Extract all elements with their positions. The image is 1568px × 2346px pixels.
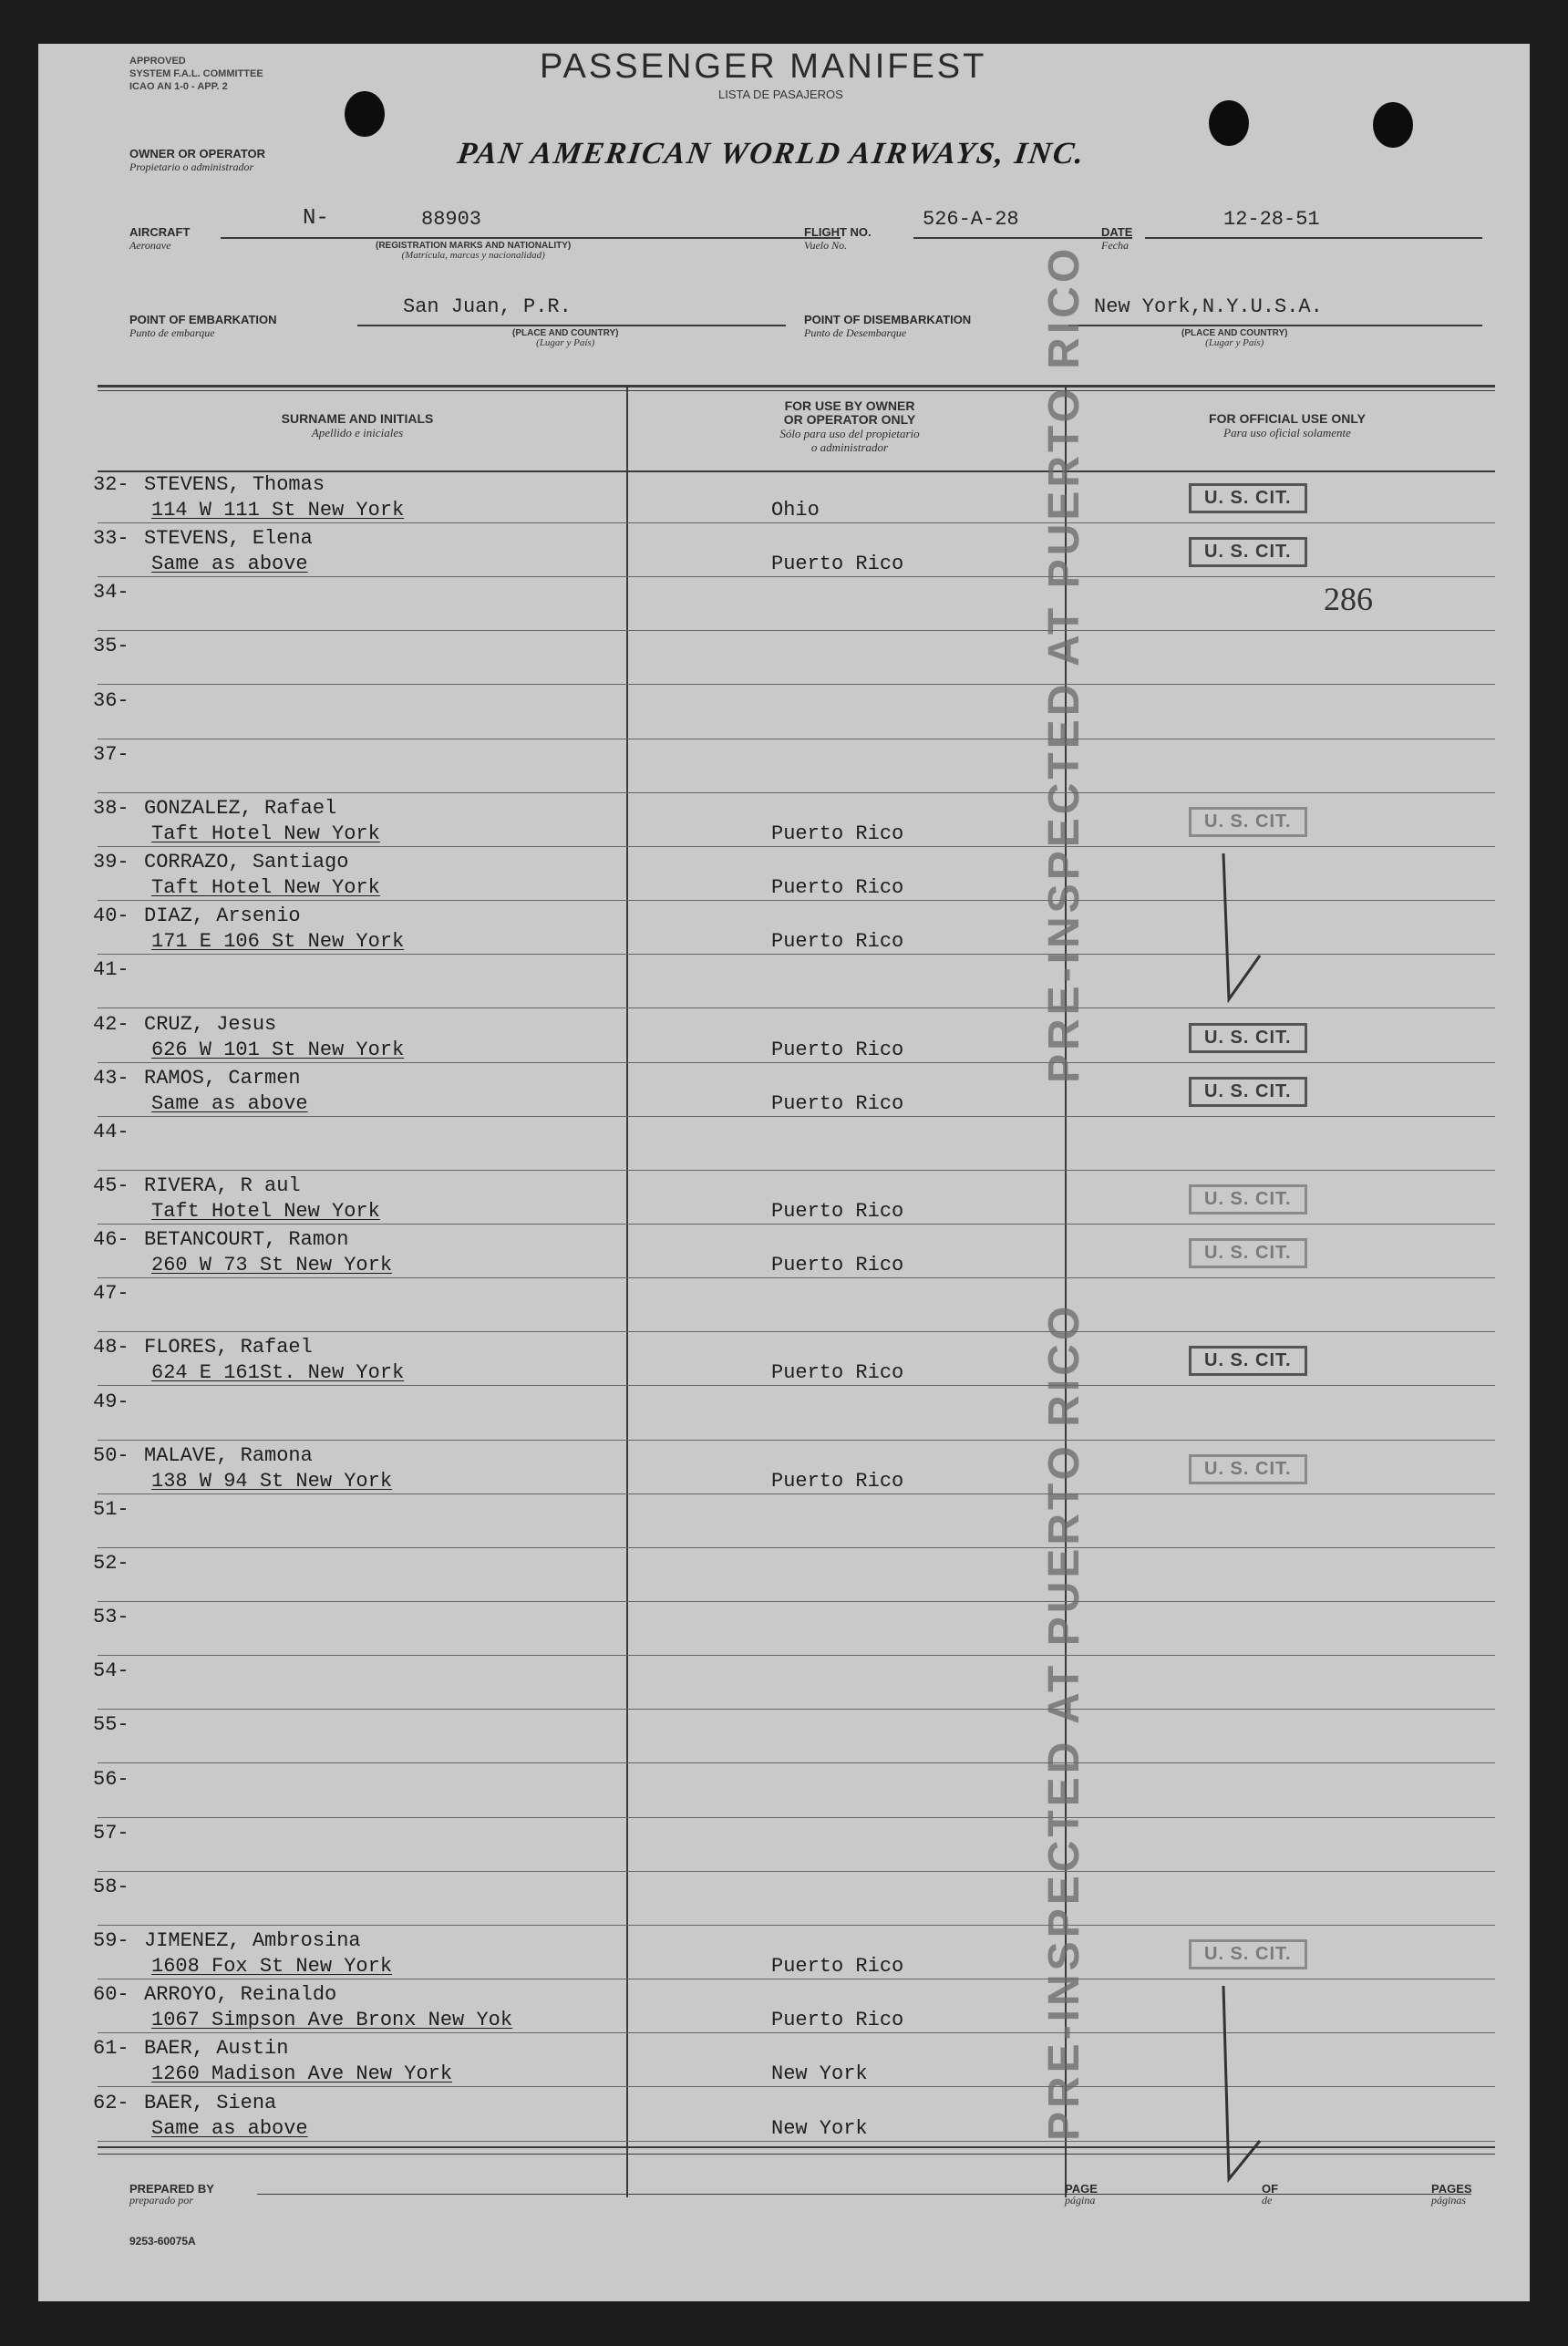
row-number: 49-: [93, 1390, 129, 1413]
table-row: [38, 578, 1530, 633]
col-owner-header-es1: Sólo para uso del propietario: [779, 427, 920, 440]
passenger-origin: New York: [771, 2117, 868, 2140]
row-rule: [98, 630, 1495, 631]
row-number: 42-: [93, 1013, 129, 1036]
passenger-origin: Puerto Rico: [771, 1092, 904, 1115]
row-rule: [98, 1601, 1495, 1602]
approval-line: ICAO AN 1-0 - APP. 2: [129, 81, 228, 92]
flight-underline: [913, 237, 1132, 239]
row-rule: [98, 1116, 1495, 1117]
row-rule: [98, 1062, 1495, 1063]
row-number: 40-: [93, 904, 129, 927]
table-row: [38, 1225, 1530, 1280]
row-rule: [98, 846, 1495, 847]
row-number: 35-: [93, 635, 129, 657]
disembark-label-es: Punto de Desembarque: [804, 326, 907, 339]
pages-label-es: páginas: [1431, 2194, 1467, 2206]
row-rule: [98, 576, 1495, 577]
table-row: [38, 2034, 1530, 2089]
us-citizen-stamp: U. S. CIT.: [1189, 1184, 1307, 1214]
row-rule: [98, 1817, 1495, 1818]
table-row: [38, 1819, 1530, 1874]
table-row: [38, 2089, 1530, 2144]
row-number: 32-: [93, 473, 129, 496]
passenger-origin: Puerto Rico: [771, 1039, 904, 1061]
place-note-en: (PLACE AND COUNTRY): [1181, 328, 1288, 338]
col-surname-header: [202, 412, 512, 439]
form-number: 9253-60075A: [129, 2235, 196, 2248]
table-row: [38, 794, 1530, 849]
row-number: 52-: [93, 1552, 129, 1575]
row-number: 59-: [93, 1929, 129, 1952]
check-mark-1: [1214, 846, 1269, 1010]
aircraft-label-es: Aeronave: [129, 239, 171, 252]
owner-label-es: Propietario o administrador: [129, 160, 254, 173]
col-official-header-en: FOR OFFICIAL USE ONLY: [1209, 411, 1366, 426]
col-surname-header-en: SURNAME AND INITIALS: [281, 411, 434, 426]
aircraft-label: [129, 226, 190, 252]
place-note-es: (Lugar y País): [1205, 337, 1264, 348]
passenger-address: 138 W 94 St New York: [151, 1470, 393, 1493]
manifest-sheet: [38, 44, 1530, 2301]
row-number: 38-: [93, 797, 129, 820]
passenger-name: GONZALEZ, Rafael: [144, 797, 337, 820]
of-label-es: de: [1262, 2194, 1273, 2206]
registration-note: [376, 241, 571, 261]
passenger-address: 114 W 111 St New York: [151, 499, 405, 522]
approval-line: APPROVED: [129, 56, 186, 67]
of-label-en: OF: [1262, 2182, 1279, 2196]
pages-label: [1431, 2183, 1472, 2206]
table-row: [38, 902, 1530, 956]
passenger-name: ARROYO, Reinaldo: [144, 1983, 337, 2006]
row-number: 44-: [93, 1121, 129, 1143]
passenger-origin: Ohio: [771, 499, 820, 522]
embark-label: [129, 314, 277, 339]
table-row: [38, 1010, 1530, 1065]
col-owner-header: [695, 399, 1005, 454]
pre-inspected-stamp-upper: PRE-INSPECTED AT PUERTO RICO: [1040, 244, 1088, 1083]
row-number: 33-: [93, 527, 129, 550]
row-rule: [98, 2141, 1495, 2142]
prepared-by-en: PREPARED BY: [129, 2182, 214, 2196]
disembark-label-en: POINT OF DISEMBARKATION: [804, 313, 972, 326]
row-number: 53-: [93, 1606, 129, 1628]
passenger-name: BAER, Siena: [144, 2092, 277, 2114]
row-rule: [98, 1762, 1495, 1763]
row-rule: [98, 2032, 1495, 2033]
us-citizen-stamp: U. S. CIT.: [1189, 1939, 1307, 1969]
pre-inspected-stamp-lower: PRE-INSPECTED AT PUERTO RICO: [1040, 1302, 1088, 2141]
row-rule: [98, 522, 1495, 523]
row-rule: [98, 1709, 1495, 1710]
row-number: 39-: [93, 851, 129, 873]
table-row: [38, 687, 1530, 741]
pages-label-en: PAGES: [1431, 2182, 1472, 2196]
col-owner-header-line1: FOR USE BY OWNER: [784, 398, 915, 413]
table-row: [38, 1603, 1530, 1658]
flight-label-en: FLIGHT NO.: [804, 225, 872, 239]
punch-hole-right-2: [1373, 102, 1413, 148]
embark-place-note: [512, 328, 618, 348]
disembark-label: [804, 314, 971, 339]
passenger-origin: Puerto Rico: [771, 876, 904, 899]
passenger-address: Taft Hotel New York: [151, 876, 380, 899]
owner-label-en: OWNER OR OPERATOR: [129, 147, 266, 160]
flight-label-es: Vuelo No.: [804, 239, 848, 252]
table-row: [38, 632, 1530, 687]
disembark-value: New York,N.Y.U.S.A.: [1094, 295, 1323, 318]
passenger-origin: Puerto Rico: [771, 1200, 904, 1223]
place-note-es: (Lugar y País): [536, 337, 595, 348]
flight-value: 526-A-28: [923, 208, 1019, 231]
table-bottom-border: [98, 2146, 1495, 2148]
row-rule: [98, 1925, 1495, 1926]
passenger-address: Same as above: [151, 553, 308, 575]
aircraft-label-en: AIRCRAFT: [129, 225, 191, 239]
place-note-en: (PLACE AND COUNTRY): [512, 328, 619, 338]
row-number: 43-: [93, 1067, 129, 1090]
disembark-place-note: [1181, 328, 1287, 348]
passenger-name: STEVENS, Thomas: [144, 473, 325, 496]
passenger-origin: Puerto Rico: [771, 1361, 904, 1384]
passenger-name: MALAVE, Ramona: [144, 1444, 313, 1467]
row-rule: [98, 900, 1495, 901]
table-row: [38, 1118, 1530, 1173]
table-row: [38, 1873, 1530, 1927]
row-number: 60-: [93, 1983, 129, 2006]
passenger-name: DIAZ, Arsenio: [144, 904, 301, 927]
passenger-name: BAER, Austin: [144, 2037, 289, 2060]
passenger-origin: Puerto Rico: [771, 1955, 904, 1978]
page-label: [1065, 2183, 1098, 2206]
table-row: [38, 1172, 1530, 1226]
passenger-name: JIMENEZ, Ambrosina: [144, 1929, 361, 1952]
row-number: 56-: [93, 1768, 129, 1791]
table-bottom-border-inner: [98, 2154, 1495, 2155]
row-number: 47-: [93, 1282, 129, 1305]
row-number: 48-: [93, 1336, 129, 1359]
row-number: 54-: [93, 1659, 129, 1682]
punch-hole-left: [345, 91, 385, 137]
row-number: 62-: [93, 2092, 129, 2114]
row-rule: [98, 1224, 1495, 1225]
approval-line: SYSTEM F.A.L. COMMITTEE: [129, 68, 263, 79]
row-rule: [98, 684, 1495, 685]
date-underline: [1145, 237, 1482, 239]
table-row: [38, 470, 1530, 525]
passenger-address: 260 W 73 St New York: [151, 1254, 393, 1276]
passenger-origin: Puerto Rico: [771, 2009, 904, 2031]
passenger-name: STEVENS, Elena: [144, 527, 313, 550]
of-label: [1262, 2183, 1278, 2206]
table-row: [38, 956, 1530, 1010]
table-row: [38, 1495, 1530, 1550]
passenger-name: RAMOS, Carmen: [144, 1067, 301, 1090]
us-citizen-stamp: U. S. CIT.: [1189, 1454, 1307, 1484]
passenger-address: 1067 Simpson Ave Bronx New Yok: [151, 2009, 513, 2031]
date-value: 12-28-51: [1223, 208, 1320, 231]
date-label-en: DATE: [1101, 225, 1133, 239]
passenger-origin: Puerto Rico: [771, 553, 904, 575]
us-citizen-stamp: U. S. CIT.: [1189, 1346, 1307, 1376]
row-number: 46-: [93, 1228, 129, 1251]
date-label: [1101, 226, 1132, 252]
row-rule: [98, 1655, 1495, 1656]
col-owner-header-es2: o administrador: [810, 440, 889, 454]
aircraft-prefix: N-: [303, 206, 329, 231]
embark-label-es: Punto de embarque: [129, 326, 215, 339]
table-row: [38, 524, 1530, 579]
flight-label: [804, 226, 872, 252]
table-row: [38, 1549, 1530, 1604]
row-rule: [98, 1277, 1495, 1278]
passenger-origin: Puerto Rico: [771, 822, 904, 845]
table-row: [38, 1064, 1530, 1119]
row-rule: [98, 1493, 1495, 1494]
passenger-address: 1608 Fox St New York: [151, 1955, 393, 1978]
us-citizen-stamp: U. S. CIT.: [1189, 537, 1307, 567]
punch-hole-right-1: [1209, 100, 1249, 146]
us-citizen-stamp: U. S. CIT.: [1189, 1023, 1307, 1053]
row-rule: [98, 1170, 1495, 1171]
col-official-header: [1132, 412, 1442, 439]
table-row: [38, 1927, 1530, 1981]
passenger-address: Taft Hotel New York: [151, 822, 380, 845]
stamped-page-number: 286: [1324, 581, 1373, 617]
approval-block: [129, 55, 263, 93]
owner-label: [129, 148, 265, 173]
passenger-name: FLORES, Rafael: [144, 1336, 313, 1359]
page-label-es: página: [1065, 2194, 1096, 2206]
row-rule: [98, 2086, 1495, 2087]
company-name: PAN AMERICAN WORLD AIRWAYS, INC.: [455, 137, 1088, 171]
row-rule: [98, 792, 1495, 793]
row-rule: [98, 1871, 1495, 1872]
row-rule: [98, 1331, 1495, 1332]
table-row: [38, 1388, 1530, 1442]
passenger-address: Same as above: [151, 1092, 308, 1115]
row-number: 58-: [93, 1876, 129, 1898]
embark-value: San Juan, P.R.: [403, 295, 572, 318]
check-mark-2: [1214, 1977, 1269, 2186]
table-row: [38, 1980, 1530, 2035]
us-citizen-stamp: U. S. CIT.: [1189, 807, 1307, 837]
passenger-name: RIVERA, R aul: [144, 1174, 301, 1197]
disembark-underline: [1068, 325, 1482, 326]
row-number: 61-: [93, 2037, 129, 2060]
row-number: 37-: [93, 743, 129, 766]
passenger-origin: Puerto Rico: [771, 930, 904, 953]
table-top-border-inner: [98, 390, 1495, 391]
passenger-origin: New York: [771, 2062, 868, 2085]
col-official-header-es: Para uso oficial solamente: [1223, 426, 1351, 439]
row-number: 50-: [93, 1444, 129, 1467]
passenger-address: Same as above: [151, 2117, 308, 2140]
date-label-es: Fecha: [1101, 239, 1129, 252]
table-row: [38, 1765, 1530, 1820]
col-surname-header-es: Apellido e iniciales: [311, 426, 404, 439]
us-citizen-stamp: U. S. CIT.: [1189, 1238, 1307, 1268]
row-rule: [98, 1440, 1495, 1441]
row-number: 51-: [93, 1498, 129, 1521]
passenger-address: Taft Hotel New York: [151, 1200, 380, 1223]
row-rule: [98, 1385, 1495, 1386]
prepared-by-line: [257, 2194, 1114, 2195]
embark-label-en: POINT OF EMBARKATION: [129, 313, 277, 326]
aircraft-value: 88903: [421, 208, 482, 231]
document-title: PASSENGER MANIFEST: [540, 47, 987, 86]
table-row: [38, 1710, 1530, 1765]
row-number: 36-: [93, 689, 129, 712]
table-top-border: [98, 385, 1495, 388]
row-rule: [98, 954, 1495, 955]
table-row: [38, 1279, 1530, 1334]
row-number: 41-: [93, 958, 129, 981]
passenger-origin: Puerto Rico: [771, 1254, 904, 1276]
table-row: [38, 1657, 1530, 1711]
passenger-address: 1260 Madison Ave New York: [151, 2062, 453, 2085]
passenger-name: BETANCOURT, Ramon: [144, 1228, 349, 1251]
document-subtitle: LISTA DE PASAJEROS: [718, 88, 843, 101]
table-row: [38, 1333, 1530, 1388]
us-citizen-stamp: U. S. CIT.: [1189, 483, 1307, 513]
col-owner-header-line2: OR OPERATOR ONLY: [783, 412, 916, 427]
table-row: [38, 1442, 1530, 1496]
prepared-by-es: preparado por: [129, 2194, 193, 2206]
prepared-by-label: [129, 2183, 214, 2206]
passenger-address: 626 W 101 St New York: [151, 1039, 405, 1061]
embark-underline: [357, 325, 786, 326]
registration-note-en: (REGISTRATION MARKS AND NATIONALITY): [376, 241, 572, 251]
table-row: [38, 848, 1530, 903]
passenger-name: CRUZ, Jesus: [144, 1013, 277, 1036]
registration-note-es: (Matrícula, marcas y nacionalidad): [401, 250, 545, 261]
aircraft-underline: [221, 237, 841, 239]
passenger-address: 624 E 161St. New York: [151, 1361, 405, 1384]
passenger-address: 171 E 106 St New York: [151, 930, 405, 953]
table-row: [38, 740, 1530, 795]
row-number: 34-: [93, 581, 129, 604]
page-label-en: PAGE: [1065, 2182, 1098, 2196]
row-number: 45-: [93, 1174, 129, 1197]
row-rule: [98, 1547, 1495, 1548]
row-number: 57-: [93, 1822, 129, 1845]
passenger-name: CORRAZO, Santiago: [144, 851, 349, 873]
row-number: 55-: [93, 1713, 129, 1736]
us-citizen-stamp: U. S. CIT.: [1189, 1077, 1307, 1107]
passenger-origin: Puerto Rico: [771, 1470, 904, 1493]
